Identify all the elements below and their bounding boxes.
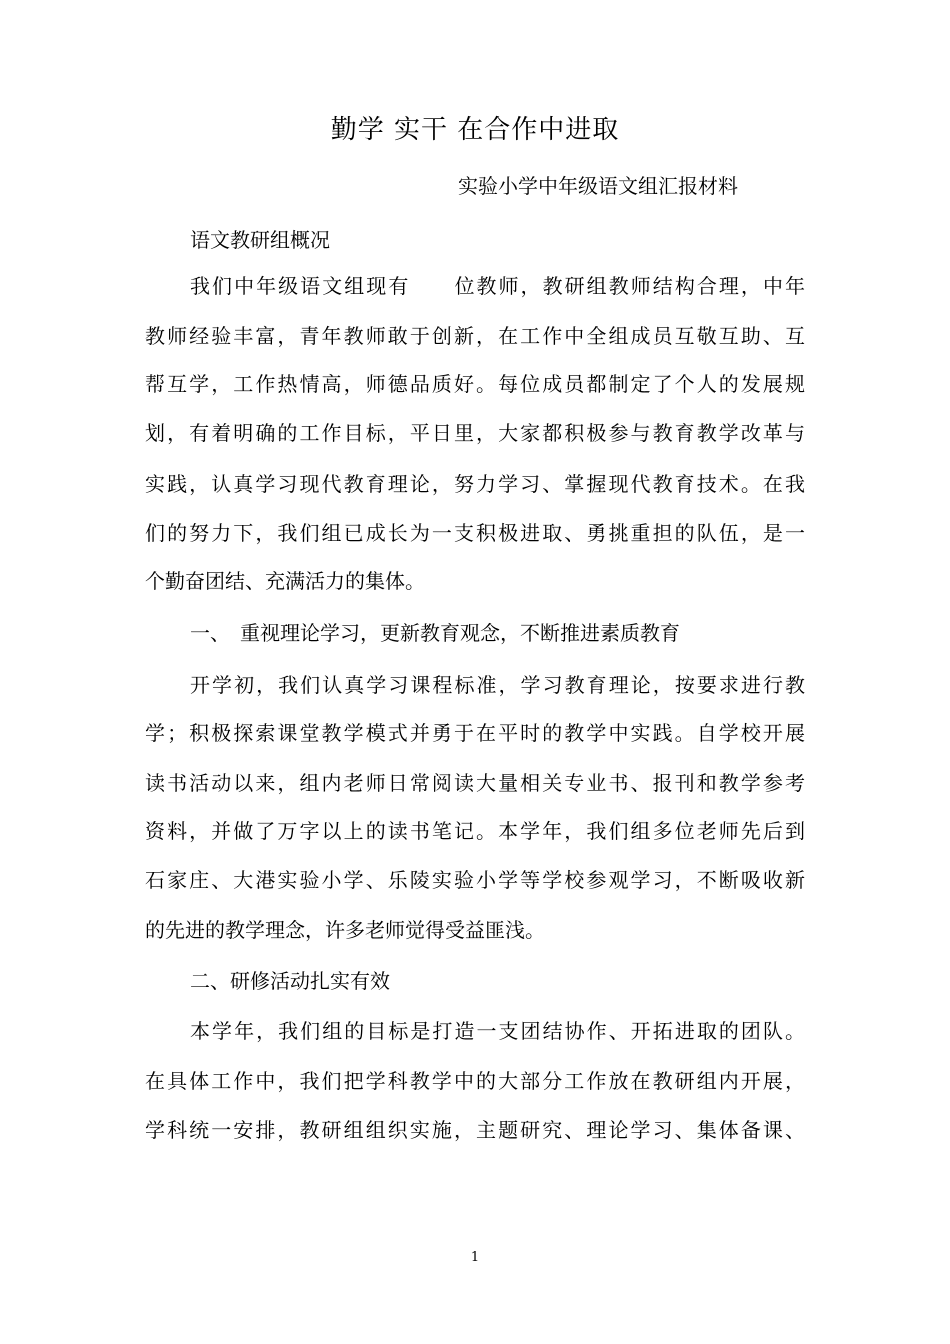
paragraph-line: 学科统一安排，教研组组织实施，主题研究、理论学习、集体备课、 xyxy=(145,1118,805,1142)
section-heading-overview: 语文教研组概况 xyxy=(190,228,330,252)
paragraph-line: 资料，并做了万字以上的读书笔记。本学年，我们组多位老师先后到 xyxy=(145,819,805,843)
paragraph-line: 划，有着明确的工作目标，平日里，大家都积极参与教育教学改革与 xyxy=(145,421,805,445)
paragraph-line: 教师经验丰富，青年教师敢于创新，在工作中全组成员互敬互助、互 xyxy=(145,324,805,348)
paragraph-line: 帮互学，工作热情高，师德品质好。每位成员都制定了个人的发展规 xyxy=(145,372,805,396)
document-title: 勤学 实干 在合作中进取 xyxy=(330,115,620,145)
paragraph-line: 开学初，我们认真学习课程标准，学习教育理论，按要求进行教 xyxy=(190,673,805,697)
paragraph-line: 本学年，我们组的目标是打造一支团结协作、开拓进取的团队。 xyxy=(190,1019,805,1043)
section-heading-2: 二、研修活动扎实有效 xyxy=(190,969,390,993)
page-number: 1 xyxy=(470,1250,480,1265)
paragraph-line: 们的努力下，我们组已成长为一支积极进取、勇挑重担的队伍，是一 xyxy=(145,521,805,545)
paragraph-line: 学；积极探索课堂教学模式并勇于在平时的教学中实践。自学校开展 xyxy=(145,721,805,745)
paragraph-line: 读书活动以来，组内老师日常阅读大量相关专业书、报刊和教学参考 xyxy=(145,771,805,795)
paragraph-line: 我们中年级语文组现有 位教师，教研组教师结构合理，中年 xyxy=(190,274,805,298)
paragraph-line: 在具体工作中，我们把学科教学中的大部分工作放在教研组内开展， xyxy=(145,1069,805,1093)
paragraph-line: 石家庄、大港实验小学、乐陵实验小学等学校参观学习，不断吸收新 xyxy=(145,868,805,892)
paragraph-line: 的先进的教学理念，许多老师觉得受益匪浅。 xyxy=(145,918,545,942)
paragraph-line: 个勤奋团结、充满活力的集体。 xyxy=(145,569,425,593)
section-heading-1: 一、 重视理论学习，更新教育观念，不断推进素质教育 xyxy=(190,621,680,645)
document-subtitle: 实验小学中年级语文组汇报材料 xyxy=(458,174,738,198)
paragraph-line: 实践，认真学习现代教育理论，努力学习、掌握现代教育技术。在我 xyxy=(145,472,805,496)
